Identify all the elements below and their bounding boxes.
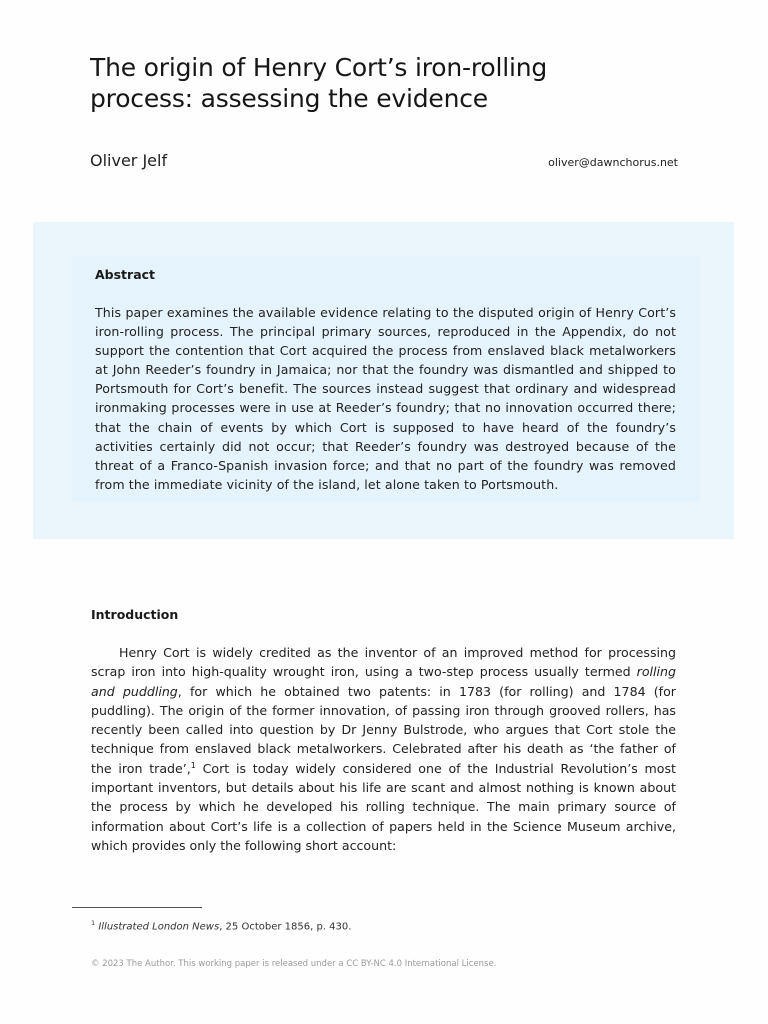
author-email: oliver@dawnchorus.net [548, 156, 678, 169]
intro-text-part3: Cort is today widely considered one of the Industrial Revolution’s most important inventors, but details about his life are scant and almost nothing is known about the process by which he developed his rolling technique. The main primary source of information about Cort’s life is a collection of papers held in the Science Museum archive, which provides only the following short account: [91, 760, 676, 853]
footnote-reference[interactable]: 1 [190, 760, 196, 770]
abstract-heading: Abstract [95, 267, 156, 282]
footnote-number: 1 [91, 919, 96, 927]
intro-text-part1: Henry Cort is widely credited as the inventor of an improved method for processing scrap iron into high-quality wrought iron, using a two-step process usually termed [91, 645, 676, 680]
intro-italic-term: rolling and puddling [91, 664, 676, 699]
footnote-source-details: , 25 October 1856, p. 430. [219, 921, 352, 933]
paper-title: The origin of Henry Cort’s iron-rolling process: assessing the evidence [90, 53, 548, 113]
abstract-text: This paper examines the available evidence relating to the disputed origin of Henry Cort’s iron-rolling process. The principal primary sources, reproduced in the Appendix, do not support the contention that Cort acquired the process from enslaved black metalworkers at John Reeder’s foundry in Jamaica; nor that the foundry was dismantled and shipped to Portsmouth for Cort’s benefit. The sources instead suggest that ordinary and widespread ironmaking processes were in use at Reeder’s foundry; that no innovation occurred there; that the chain of events by which Cort is supposed to have heard of the foundry’s activities certainly did not occur; that Reeder’s foundry was destroyed because of the threat of a Franco-Spanish invasion force; and that no part of the foundry was removed from the immediate vicinity of the island, let alone taken to Portsmouth. [95, 305, 676, 492]
footnote [91, 916, 351, 934]
footnote-divider [72, 907, 202, 908]
footnote-source-title: Illustrated London News [98, 921, 220, 933]
introduction-heading: Introduction [91, 607, 179, 622]
license-notice: © 2023 The Author. This working paper is released under a CC BY-NC 4.0 International License. [91, 959, 497, 969]
intro-text-part2: , for which he obtained two patents: in 1783 (for rolling) and 1784 (for puddling). The origin of the former innovation, of passing iron through grooved rollers, has recently been called into question by Dr Jenny Bulstrode, who argues that Cort stole the technique from enslaved black metalworkers. Celebrated after his death as ‘the father of the iron trade’, [91, 683, 676, 776]
author-name: Oliver Jelf [90, 151, 168, 170]
introduction-paragraph [91, 643, 676, 855]
